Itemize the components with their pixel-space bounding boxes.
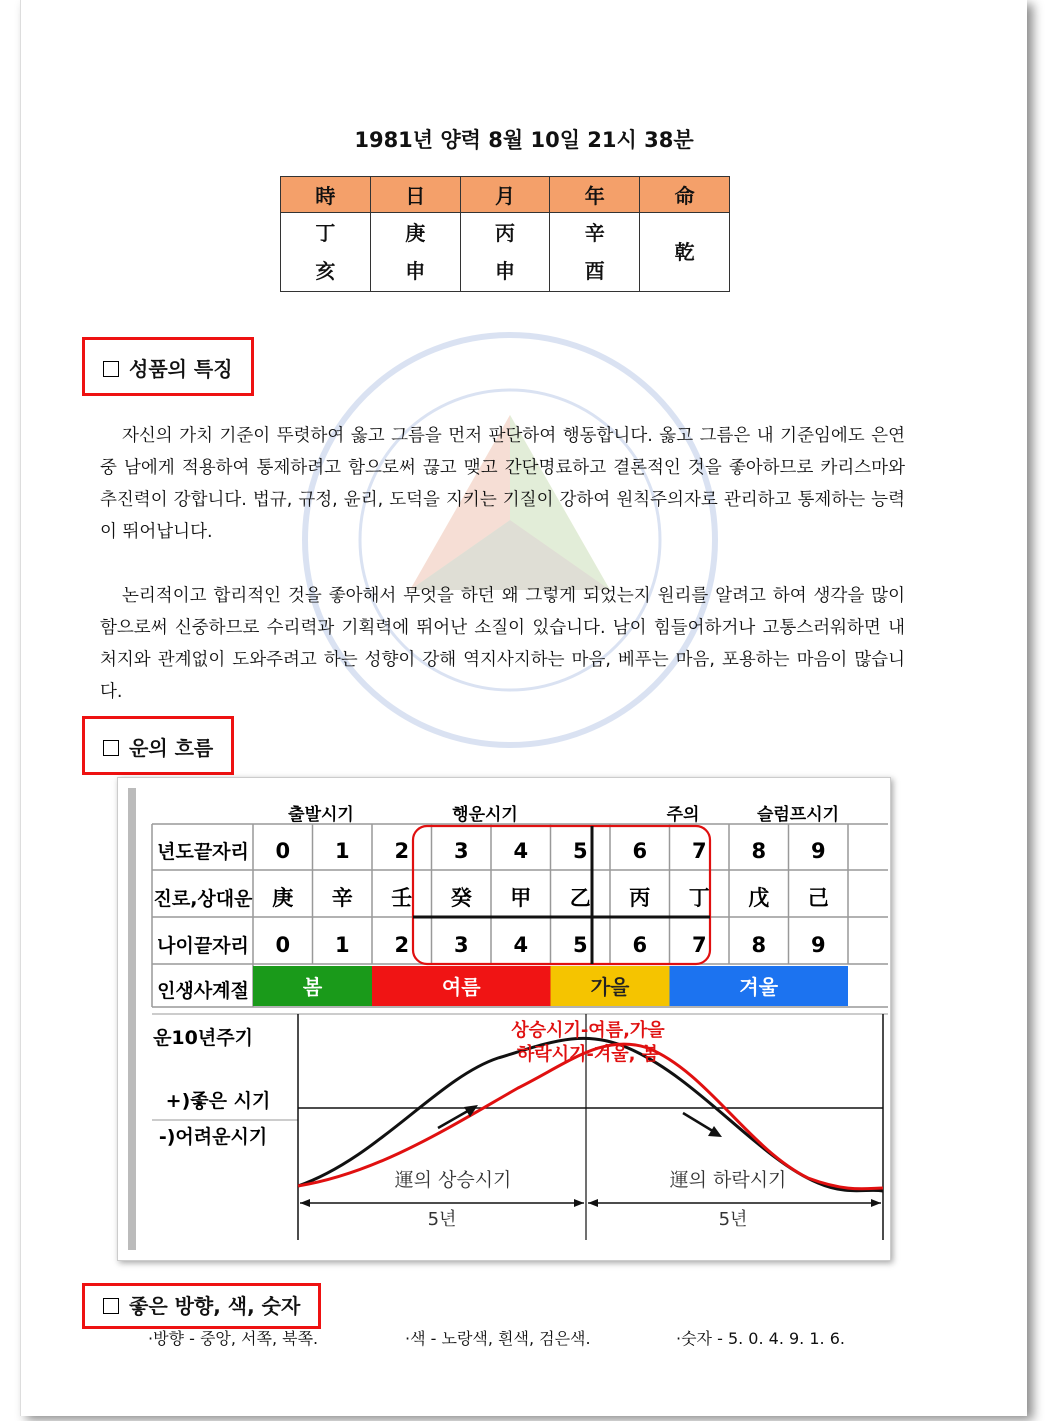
season-label-0: 봄 bbox=[302, 975, 323, 999]
rise-period-label: 運의 상승시기 bbox=[394, 1169, 512, 1191]
row-label-age: 나이끝자리 bbox=[157, 935, 249, 957]
phase-caution: 주의 bbox=[666, 805, 700, 825]
age-digit-1: 1 bbox=[334, 933, 350, 957]
stem-4: 甲 bbox=[510, 886, 532, 910]
year-digit-9: 9 bbox=[810, 839, 826, 863]
fortune-curve-red bbox=[298, 1044, 883, 1189]
stem-0: 庚 bbox=[272, 886, 294, 910]
age-digit-8: 8 bbox=[751, 933, 767, 957]
years-right: 5년 bbox=[718, 1209, 748, 1230]
phase-start: 출발시기 bbox=[288, 805, 354, 825]
pillar-month: 丙 申 bbox=[460, 213, 550, 292]
stem-7: 丁 bbox=[688, 886, 710, 910]
fall-arrow-icon bbox=[683, 1113, 716, 1133]
row-label-season: 인생사계절 bbox=[157, 980, 249, 1002]
age-digit-2: 2 bbox=[394, 933, 410, 957]
section-personality: 성품의 특징 bbox=[82, 337, 254, 396]
year-digit-5: 5 bbox=[572, 839, 588, 863]
season-label-2: 가을 bbox=[590, 975, 630, 999]
age-digit-7: 7 bbox=[691, 933, 707, 957]
pillar-day: 庚 申 bbox=[370, 213, 460, 292]
years-left: 5년 bbox=[427, 1209, 457, 1230]
header-year: 年 bbox=[550, 177, 640, 213]
gender-cell: 乾 bbox=[640, 213, 730, 292]
checkbox-square-icon bbox=[103, 1298, 119, 1314]
stem-3: 癸 bbox=[450, 886, 472, 910]
age-digit-0: 0 bbox=[275, 933, 291, 957]
dim-arrow-icon bbox=[300, 1199, 310, 1207]
header-hour: 時 bbox=[281, 177, 371, 213]
stem-6: 丙 bbox=[629, 886, 651, 910]
pillar-hour: 丁 亥 bbox=[281, 213, 371, 292]
fortune-cycle-chart bbox=[117, 777, 891, 1261]
age-digit-4: 4 bbox=[513, 933, 529, 957]
pillar-year: 辛 酉 bbox=[550, 213, 640, 292]
year-digit-3: 3 bbox=[453, 839, 469, 863]
chart-left-bar bbox=[128, 788, 136, 1250]
checkbox-square-icon bbox=[103, 740, 119, 756]
stem-8: 戊 bbox=[748, 886, 770, 910]
season-bar bbox=[253, 966, 848, 1006]
stem-1: 辛 bbox=[331, 886, 353, 910]
paragraph-2: 논리적이고 합리적인 것을 좋아해서 무엇을 하던 왜 그렇게 되었는지 원리를 알려고 하여 생각을 많이 함으로써 신중하므로 수리력과 기획력에 뛰어난 소질이 있습니다. 남이 힘들어하거나 고통스러워하면 내 처지와 관계없이 도와주려고 하는 성향이 강해 역지사지하는 마음, 베푸는 마음, 포용하는 마음이 많습니다. bbox=[100, 586, 905, 702]
checkbox-square-icon bbox=[103, 361, 119, 377]
year-digit-7: 7 bbox=[691, 839, 707, 863]
phase-slump: 슬럼프시기 bbox=[756, 805, 840, 825]
age-digit-5: 5 bbox=[572, 933, 588, 957]
lucky-direction: ·방향 - 중앙, 서쪽, 북쪽. bbox=[148, 1329, 319, 1348]
saju-table bbox=[280, 176, 730, 292]
year-digit-8: 8 bbox=[751, 839, 767, 863]
header-day: 日 bbox=[370, 177, 460, 213]
fall-period-label: 運의 하락시기 bbox=[669, 1169, 787, 1191]
phase-lucky: 행운시기 bbox=[452, 805, 518, 825]
fall-note: 하락시기-겨울, 봄 bbox=[516, 1044, 660, 1065]
season-label-3: 겨울 bbox=[739, 975, 779, 999]
dim-arrow-icon bbox=[871, 1199, 881, 1207]
age-digit-6: 6 bbox=[632, 933, 648, 957]
fall-arrowhead-icon bbox=[708, 1126, 722, 1137]
header-month: 月 bbox=[460, 177, 550, 213]
stem-2: 壬 bbox=[391, 886, 413, 910]
year-digit-6: 6 bbox=[632, 839, 648, 863]
dim-arrow-icon bbox=[574, 1199, 584, 1207]
year-digit-4: 4 bbox=[513, 839, 529, 863]
year-digit-0: 0 bbox=[275, 839, 291, 863]
header-destiny: 命 bbox=[640, 177, 730, 213]
year-digit-2: 2 bbox=[394, 839, 410, 863]
stem-5: 乙 bbox=[569, 886, 591, 910]
lucky-color: ·색 - 노랑색, 흰색, 검은색. bbox=[405, 1329, 591, 1348]
age-digit-3: 3 bbox=[453, 933, 469, 957]
row-label-stem: 진로,상대운 bbox=[153, 888, 253, 910]
year-digit-1: 1 bbox=[334, 839, 350, 863]
dim-arrow-icon bbox=[588, 1199, 598, 1207]
bad-period-label: -)어려운시기 bbox=[158, 1126, 268, 1148]
paragraph-1: 자신의 가치 기준이 뚜렷하여 옳고 그름을 먼저 판단하여 행동합니다. 옳고 그름은 내 기준임에도 은연중 남에게 적용하여 통제하려고 함으로써 끊고 맺고 간단명료하고 결론적인 것을 좋아하므로 카리스마와 추진력이 강합니다. 법규, 규정, 윤리, 도덕을 지키는 기질이 강하여 원칙주의자로 관리하고 통제하는 능력이 뛰어납니다. bbox=[100, 426, 905, 542]
stem-9: 己 bbox=[807, 886, 829, 910]
season-label-1: 여름 bbox=[441, 975, 481, 999]
cycle-label: 운10년주기 bbox=[153, 1027, 253, 1049]
age-digit-9: 9 bbox=[810, 933, 826, 957]
rise-note: 상승시기-여름,가을 bbox=[511, 1020, 665, 1041]
section-lucky: 좋은 방향, 색, 숫자 bbox=[82, 1283, 321, 1329]
birth-date-title: 1981년 양력 8월 10일 21시 38분 bbox=[354, 128, 694, 152]
row-label-year: 년도끝자리 bbox=[157, 841, 249, 863]
lucky-number: ·숫자 - 5. 0. 4. 9. 1. 6. bbox=[676, 1329, 845, 1348]
good-period-label: +)좋은 시기 bbox=[165, 1090, 271, 1112]
section-fortune: 운의 흐름 bbox=[82, 716, 234, 775]
